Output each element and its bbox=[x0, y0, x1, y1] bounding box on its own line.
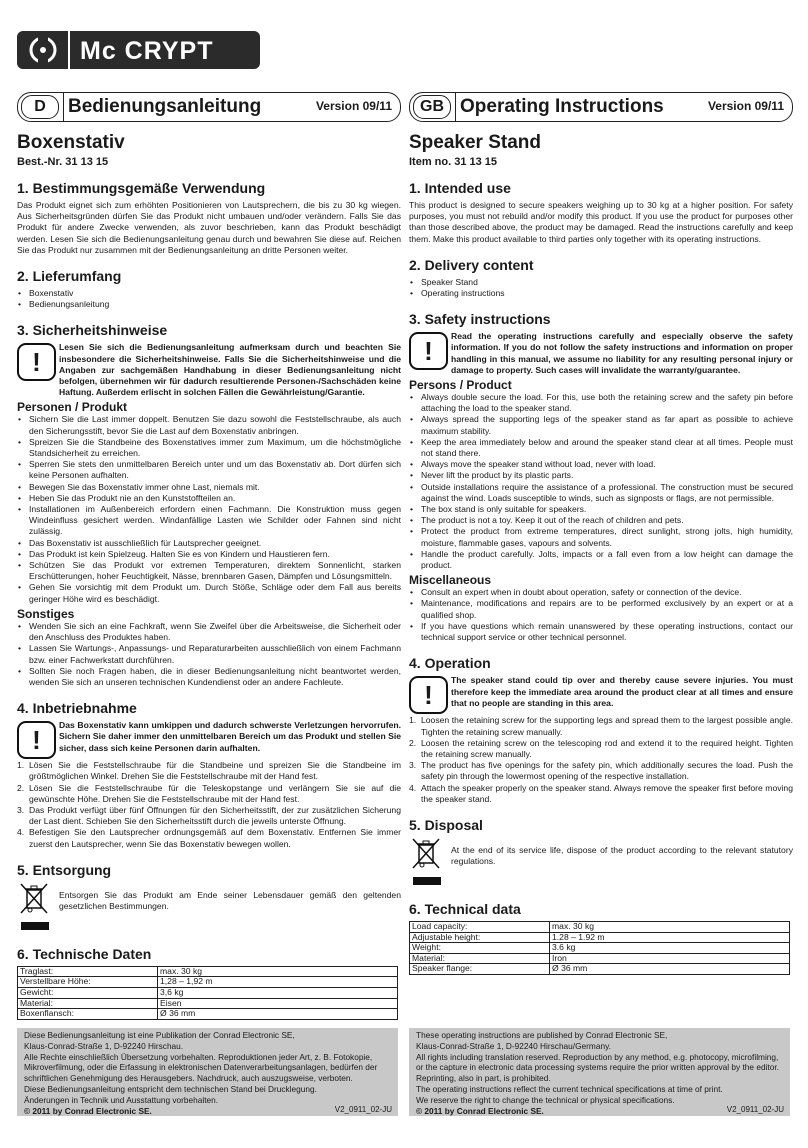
step-item: 3. The product has five openings for the safety pin, which additionally secures the load. Push the safety pin through the lowermost opening of the respective installation. bbox=[409, 760, 793, 782]
table-row: Traglast: max. 30 kg bbox=[18, 966, 398, 977]
list-item: • The product is not a toy. Keep it out of the reach of children and pets. bbox=[421, 515, 793, 526]
footer-line: Klaus-Conrad-Straße 1, D-92240 Hirschau/Germany. bbox=[416, 1040, 611, 1051]
step-item: 2. Loosen the retaining screw on the telescoping rod and extend it to the required height. Tighten the retaining screw manually. bbox=[409, 737, 793, 759]
step-item: 3. Das Produkt verfügt über fünf Öffnungen für den Sicherheitsstift, der zur zusätzlichen Sicherung der Last dient. Schieben Sie den Sicherheitsstift durch die jeweils unterste Öffnung. bbox=[17, 804, 401, 827]
item-number: Best.-Nr. 31 13 15 bbox=[17, 156, 109, 168]
version-label: Version 09/11 bbox=[315, 99, 392, 113]
footer-line: Klaus-Conrad-Straße 1, D-92240 Hirschau. bbox=[24, 1040, 184, 1051]
item-number: Item no. 31 13 15 bbox=[409, 156, 498, 168]
section-heading: 3. Safety instructions bbox=[409, 311, 551, 328]
step-item: 4. Attach the speaker properly on the speaker stand. Always remove the speaker first before moving the speaker stand. bbox=[409, 782, 793, 804]
section-heading: 2. Delivery content bbox=[409, 256, 534, 273]
list-item: • Gehen Sie vorsichtig mit dem Produkt um. Durch Stöße, Schläge oder dem Fall aus bereits geringer Höhe wird es beschädigt. bbox=[29, 582, 401, 604]
footer-code: V2_0911_02-JU bbox=[726, 1105, 784, 1114]
list-item: • Sollten Sie noch Fragen haben, die in dieser Bedienungsanleitung nicht beantwortet werden, wenden Sie sich an unseren technischen Kundendienst oder an andere Fachleute. bbox=[29, 666, 401, 688]
footer-line: Änderungen in Technik und Ausstattung vorbehalten. bbox=[24, 1094, 219, 1105]
product-title: Boxenstativ bbox=[17, 132, 125, 153]
list-item: • Always spread the supporting legs of the speaker stand as far apart as possible to achieve maximum stability. bbox=[421, 414, 793, 436]
disposal-text: Entsorgen Sie das Produkt am Ende seiner Lebensdauer gemäß den geltenden gesetzlichen Bestimmungen. bbox=[59, 889, 401, 911]
disposal-block bbox=[409, 837, 793, 895]
crossed-bin-icon bbox=[19, 882, 49, 914]
footer-copyright: © 2011 by Conrad Electronic SE. bbox=[24, 1105, 152, 1116]
section-heading: 2. Lieferumfang bbox=[17, 268, 122, 285]
steps-list bbox=[409, 715, 793, 805]
footer-line: These operating instructions are published by Conrad Electronic SE, bbox=[416, 1030, 668, 1040]
disposal-bar bbox=[21, 922, 49, 930]
footer-line: Diese Bedienungsanleitung ist eine Publikation der Conrad Electronic SE, bbox=[24, 1030, 295, 1040]
list-item: • Wenden Sie sich an eine Fachkraft, wenn Sie Zweifel über die Arbeitsweise, die Sicherheit oder den Anschluss des Produktes haben. bbox=[29, 621, 401, 643]
exclamation-icon: ! bbox=[409, 332, 448, 370]
list-item: • Installationen im Außenbereich erfordern einen Fachmann. Die Konstruktion muss gegen Windeinfluss gesichert werden. Windanfällige Lasten wie Schilder oder Fahnen sind nicht zulässig. bbox=[29, 504, 401, 538]
disposal-bar bbox=[413, 877, 441, 885]
list-item: • Das Boxenstativ ist ausschließlich für Lautsprecher geeignet. bbox=[29, 538, 401, 549]
language-badge: D bbox=[21, 95, 59, 119]
step-item: 1. Lösen Sie die Feststellschraube für die Standbeine und spreizen Sie die Standbeine im größtmöglichen Winkel. Drehen Sie die Feststellschraube mit der Hand fest. bbox=[17, 760, 401, 782]
list-item: • Keep the area immediately below and around the speaker stand clear at all times. People must not stand there. bbox=[421, 437, 793, 459]
warning-block bbox=[17, 342, 401, 398]
language-badge: GB bbox=[413, 95, 451, 119]
list-item: • Speaker Stand bbox=[421, 277, 793, 288]
table-row: Weight: 3.6 kg bbox=[410, 943, 790, 954]
footer-line: Reprinting, also in part, is prohibited. bbox=[416, 1073, 551, 1084]
exclamation-icon: ! bbox=[17, 721, 56, 759]
section-heading: 6. Technical data bbox=[409, 900, 521, 917]
list-item: • Consult an expert when in doubt about operation, safety or connection of the device. bbox=[421, 587, 793, 598]
warning-block bbox=[17, 720, 401, 760]
list-item: • Handle the product carefully. Jolts, impacts or a fall even from a low height can damage the product. bbox=[421, 549, 793, 571]
list-item: • Never lift the product by its plastic parts. bbox=[421, 470, 793, 481]
header-bar bbox=[17, 92, 401, 122]
section-heading: 5. Entsorgung bbox=[17, 861, 112, 878]
warning-text: The speaker stand could tip over and thereby cause severe injuries. You must therefore keep the immediate area around the product clear at all times and ensure that no people are standing in this area. bbox=[451, 675, 793, 708]
footer-line: All rights including translation reserved. Reproduction by any method, e.g. photocopy, microfilming, bbox=[416, 1051, 779, 1062]
list-item: • Lassen Sie Wartungs-, Anpassungs- und Reparaturarbeiten ausschließlich von einem Fachmann bzw. einer Fachwerkstatt durchführen. bbox=[29, 643, 401, 665]
product-title: Speaker Stand bbox=[409, 132, 541, 153]
footer-line: Alle Rechte einschließlich Übersetzung vorbehalten. Reproduktionen jeder Art, z. B. Fotokopie, bbox=[24, 1051, 373, 1062]
section-heading: 6. Technische Daten bbox=[17, 945, 152, 962]
section-heading: 1. Intended use bbox=[409, 180, 511, 196]
list-item: • Das Produkt ist kein Spielzeug. Halten Sie es von Kindern und Haustieren fern. bbox=[29, 549, 401, 560]
disposal-block bbox=[17, 882, 401, 940]
table-row: Load capacity: max. 30 kg bbox=[410, 921, 790, 932]
column-german bbox=[17, 92, 401, 1020]
step-item: 4. Befestigen Sie den Lautsprecher ordnungsgemäß auf dem Boxenstativ. Entfernen Sie immer zuerst den Lautsprecher, wenn Sie das Boxenstativ bewegen wollen. bbox=[17, 827, 401, 849]
disposal-text: At the end of its service life, dispose of the product according to the relevant statutory regulations. bbox=[451, 844, 793, 867]
steps-list bbox=[17, 760, 401, 850]
list-item: • Always move the speaker stand without load, never with load. bbox=[421, 459, 793, 470]
warning-text: Das Boxenstativ kann umkippen und dadurch schwerste Verletzungen hervorrufen. Sichern Sie daher immer den unmittelbaren Bereich um das Produkt und stellen Sie sicher, dass sich keine Personen darin aufhalten. bbox=[59, 720, 401, 753]
list-item: • The box stand is only suitable for speakers. bbox=[421, 504, 793, 515]
list-item: • Sperren Sie stets den unmittelbaren Bereich unter und um das Boxenstativ ab. Dort dürfen sich keine Personen aufhalten. bbox=[29, 459, 401, 481]
tech-data-table bbox=[17, 966, 398, 1020]
table-row: Speaker flange: Ø 36 mm bbox=[410, 964, 790, 975]
brand-name: Mc CRYPT bbox=[80, 37, 214, 65]
subsection-heading: Sonstiges bbox=[17, 606, 75, 621]
list-item: • Bedienungsanleitung bbox=[29, 299, 401, 310]
list-item: • Bewegen Sie das Boxenstativ immer ohne Last, niemals mit. bbox=[29, 482, 401, 493]
section-heading: 3. Sicherheitshinweise bbox=[17, 322, 168, 339]
header-title: Operating Instructions bbox=[460, 96, 664, 117]
header-divider bbox=[455, 93, 456, 121]
speaker-logo-icon bbox=[24, 35, 62, 65]
section-heading: 5. Disposal bbox=[409, 816, 483, 833]
exclamation-icon: ! bbox=[409, 676, 448, 714]
column-english bbox=[409, 92, 793, 975]
warning-text: Read the operating instructions carefully and especially observe the safety information. If you do not follow the safety instructions and information on proper handling in this manual, we assume no liability for any resulting personal injury or damage to property. Such cases will invalidate the warranty/guarantee. bbox=[451, 331, 793, 375]
footer-line: Mikroverfilmung, oder die Erfassung in elektronischen Datenverarbeitungsanlagen, bedürfen der bbox=[24, 1062, 378, 1073]
step-item: 1. Loosen the retaining screw for the supporting legs and spread them to the largest possible angle. Tighten the retaining screw manually. bbox=[409, 715, 793, 737]
section-heading: 4. Operation bbox=[409, 655, 491, 672]
misc-list bbox=[17, 621, 401, 688]
list-item: • Schützen Sie das Produkt vor extremen Temperaturen, direktem Sonnenlicht, starken Erschütterungen, hoher Feuchtigkeit, Nässe, brennbaren Gasen, Dämpfen und Lösungsmitteln. bbox=[29, 560, 401, 582]
warning-text: Lesen Sie sich die Bedienungsanleitung aufmerksam durch und beachten Sie insbesondere die Sicherheitshinweise. Falls Sie die Sicherheitshinweise und die Angaben zur sachgemäßen Handhabung in dieser Bedienungsanleitung nicht befolgen, übernehmen wir für dadurch resultierende Personen-/Sachschäden keine Haftung. Außerdem erlischt in solchen Fällen die Gewährleistung/Garantie. bbox=[59, 342, 401, 398]
subsection-heading: Personen / Produkt bbox=[17, 400, 128, 415]
table-row: Verstellbare Höhe: 1,28 – 1,92 m bbox=[18, 977, 398, 988]
list-item: • Protect the product from extreme temperatures, direct sunlight, strong jolts, high humidity, moisture, flammable gases, vapours and solvents. bbox=[421, 526, 793, 548]
section-heading: 4. Inbetriebnahme bbox=[17, 700, 137, 717]
safety-list bbox=[17, 414, 401, 604]
footer-german bbox=[17, 1028, 398, 1116]
list-item: • Maintenance, modifications and repairs are to be performed exclusively by an expert or at a qualified shop. bbox=[421, 598, 793, 620]
footer-line: We reserve the right to change the technical or physical specifications. bbox=[416, 1094, 675, 1105]
version-label: Version 09/11 bbox=[707, 99, 784, 113]
section-text: This product is designed to secure speakers weighing up to 30 kg at a higher position. For safety purposes, you must not rebuild and/or modify this product. If you use the product for purposes other than those described above, the product may be damaged. Read the instructions carefully and keep them. Make this product available to third parties only together with its operating instructions. bbox=[409, 200, 793, 244]
list-item: • Sichern Sie die Last immer doppelt. Benutzen Sie dazu sowohl die Feststellschraube, als auch den Sicherungsstift, bevor Sie die Last auf dem Boxenstativ anbringen. bbox=[29, 414, 401, 436]
warning-block bbox=[409, 675, 793, 715]
table-row: Gewicht: 3,6 kg bbox=[18, 987, 398, 998]
list-item: • Outside installations require the assistance of a professional. The construction must be secured against the wind. Loads susceptible to winds, such as signposts or flags, are not permissible. bbox=[421, 482, 793, 504]
footer-copyright: © 2011 by Conrad Electronic SE. bbox=[416, 1105, 544, 1116]
footer-code: V2_0911_02-JU bbox=[334, 1105, 392, 1114]
delivery-list bbox=[17, 288, 401, 310]
footer-line: The operating instructions reflect the current technical specifications at time of print. bbox=[416, 1083, 723, 1094]
footer-line: Diese Bedienungsanleitung entspricht dem technischen Stand bei Drucklegung. bbox=[24, 1083, 317, 1094]
table-row: Boxenflansch: Ø 36 mm bbox=[18, 1009, 398, 1020]
footer-line: schriftlichen Genehmigung des Herausgebers. Nachdruck, auch auszugsweise, verboten. bbox=[24, 1073, 353, 1084]
list-item: • Always double secure the load. For this, use both the retaining screw and the safety pin before attaching the load to the speaker stand. bbox=[421, 392, 793, 414]
list-item: • If you have questions which remain unanswered by these operating instructions, contact our technical support service or other technical personnel. bbox=[421, 621, 793, 643]
table-row: Material: Iron bbox=[410, 953, 790, 964]
misc-list bbox=[409, 587, 793, 643]
list-item: • Heben Sie das Produkt nie an den Kunststoffteilen an. bbox=[29, 493, 401, 504]
delivery-list bbox=[409, 277, 793, 299]
list-item: • Boxenstativ bbox=[29, 288, 401, 299]
section-heading: 1. Bestimmungsgemäße Verwendung bbox=[17, 180, 266, 196]
list-item: • Operating instructions bbox=[421, 288, 793, 299]
subsection-heading: Miscellaneous bbox=[409, 573, 492, 588]
footer-line: or the capture in electronic data processing systems require the prior written approval by the editor. bbox=[416, 1062, 779, 1073]
table-row: Material: Eisen bbox=[18, 998, 398, 1009]
step-item: 2. Lösen Sie die Feststellschraube für die Teleskopstange und verlängern Sie sie auf die gewünschte Höhe. Drehen Sie die Feststellschraube mit der Hand fest. bbox=[17, 782, 401, 804]
subsection-heading: Persons / Product bbox=[409, 378, 512, 393]
crossed-bin-icon bbox=[411, 837, 441, 869]
logo-divider bbox=[68, 31, 70, 69]
header-divider bbox=[63, 93, 64, 121]
header-bar bbox=[409, 92, 793, 122]
list-item: • Spreizen Sie die Standbeine des Boxenstatives immer zum Maximum, um die höchstmögliche Standsicherheit zu erreichen. bbox=[29, 437, 401, 459]
tech-data-table bbox=[409, 921, 790, 975]
table-row: Adjustable height: 1.28 – 1.92 m bbox=[410, 932, 790, 943]
section-text: Das Produkt eignet sich zum erhöhten Positionieren von Lautsprechern, die bis zu 30 kg wiegen. Aus Sicherheitsgründen dürfen Sie das Produkt nicht umbauen und/oder verändern. Falls Sie das Produkt für andere Zwecke verwenden, als zuvor beschrieben, kann das Produkt beschädigt werden. Lesen Sie sich die Bedienungsanleitung genau durch und bewahren Sie diese auf. Reichen Sie das Produkt nur zusammen mit der Bedienungsanleitung an dritte Personen weiter. bbox=[17, 200, 401, 255]
footer-english bbox=[409, 1028, 790, 1116]
header-title: Bedienungsanleitung bbox=[68, 96, 262, 117]
warning-block bbox=[409, 331, 793, 376]
exclamation-icon: ! bbox=[17, 343, 56, 381]
safety-list bbox=[409, 392, 793, 571]
